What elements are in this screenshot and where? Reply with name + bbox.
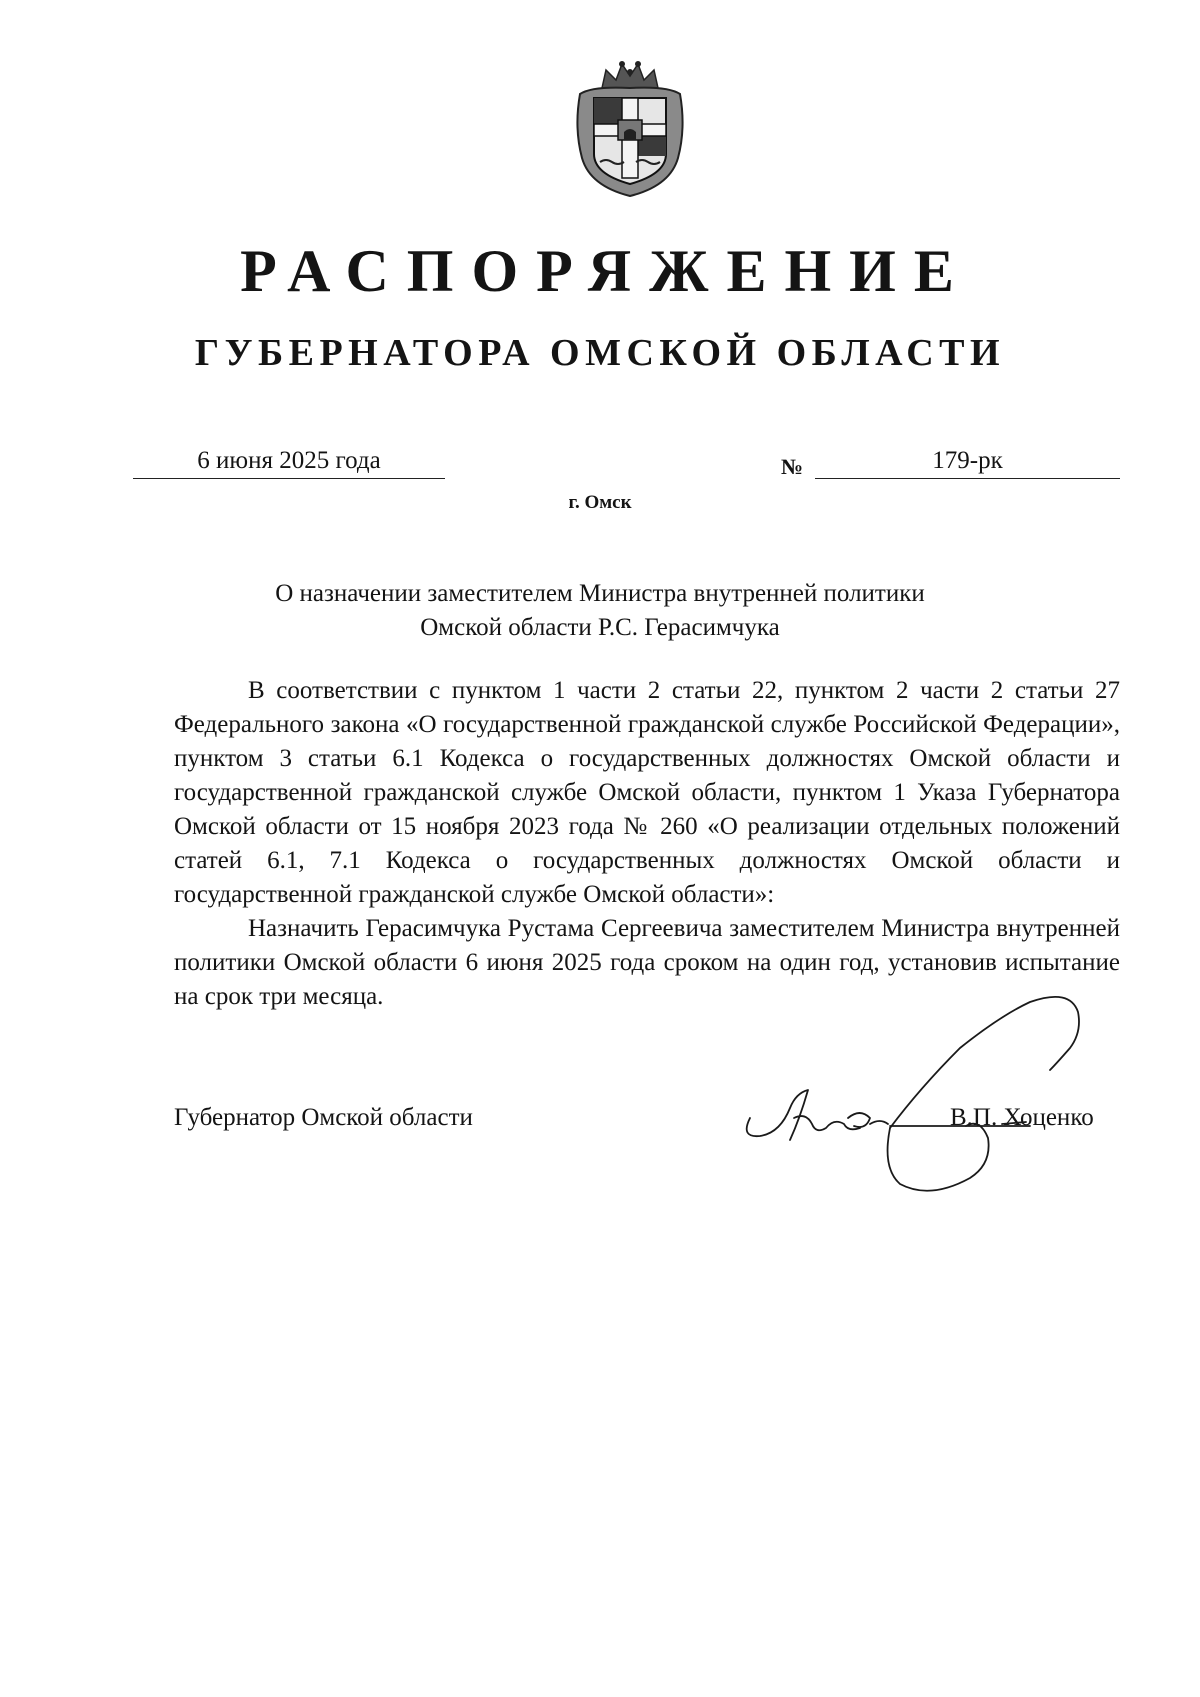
document-number-label: № <box>781 454 804 479</box>
document-city: г. Омск <box>568 492 632 513</box>
document-date: 6 июня 2025 года <box>133 446 445 479</box>
body-paragraph: В соответствии с пунктом 1 части 2 статьи 22, пунктом 2 части 2 статьи 27 Федерального закона «О государственной гражданской службе Российской Федерации», пунктом 3 статьи 6.1 Кодекса о государственных должностях Омской области и государственной гражданской службе Омской области, пунктом 1 Указа Губернатора Омской области от 15 ноября 2023 года № 260 «О реализации отдельных положений статей 6.1, 7.1 Кодекса о государственных должностях Омской области и государственной гражданской службе Омской области»: <box>174 677 1120 908</box>
coat-of-arms-emblem <box>572 58 688 198</box>
signer-name: В.П. Хоценко <box>950 1104 1094 1131</box>
subject-line: Омской области Р.С. Герасимчука <box>420 614 780 641</box>
subject-line: О назначении заместителем Министра внутренней политики <box>275 580 925 607</box>
document-number: 179-рк <box>815 446 1120 479</box>
document-title: РАСПОРЯЖЕНИЕ <box>240 238 972 304</box>
document-body <box>174 674 1120 1014</box>
handwritten-signature <box>730 968 1110 1198</box>
signer-title: Губернатор Омской области <box>174 1104 473 1131</box>
body-paragraph: Назначить Герасимчука Рустама Сергеевича заместителем Министра внутренней политики Омской области 6 июня 2025 года сроком на один год, установив испытание на срок три месяца. <box>174 915 1120 1010</box>
document-subtitle: ГУБЕРНАТОРА ОМСКОЙ ОБЛАСТИ <box>194 332 1006 374</box>
document-subject <box>0 577 1200 645</box>
